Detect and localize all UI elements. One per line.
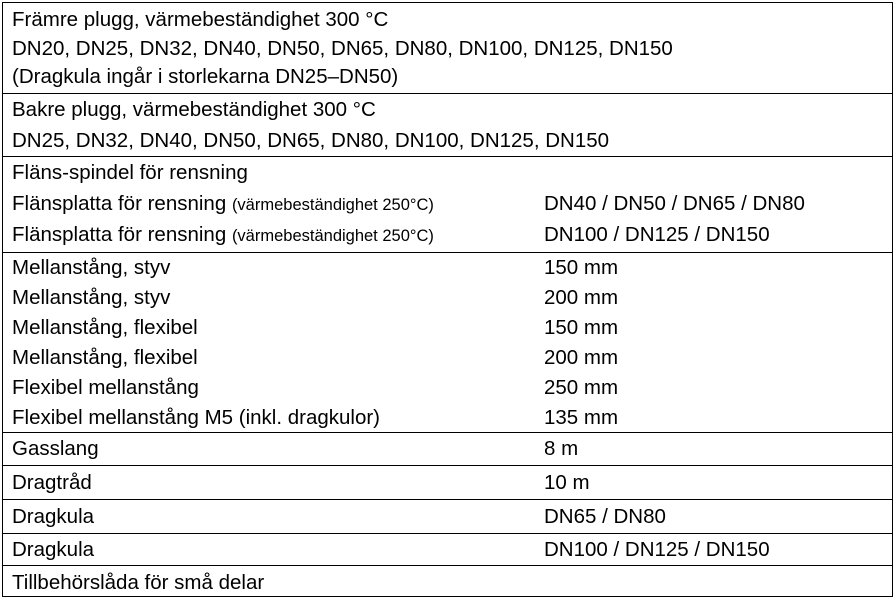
rod-label: Mellanstång, styv xyxy=(12,256,171,279)
rod-value: 200 mm xyxy=(544,346,619,369)
pull-ball-label: Dragkula xyxy=(12,538,95,561)
section-rods xyxy=(3,252,892,433)
section-flange-spindle xyxy=(3,156,892,253)
rod-label: Flexibel mellanstång xyxy=(12,376,199,399)
flange-spindle-title: Fläns-spindel för rensning xyxy=(12,161,248,184)
pull-wire-value: 10 m xyxy=(544,471,590,494)
section-pull-wire xyxy=(3,465,892,500)
front-plug-title: Främre plugg, värmebeständighet 300 °C xyxy=(12,8,389,31)
flange-plate-row-2-label xyxy=(12,223,434,248)
front-plug-sizes: DN20, DN25, DN32, DN40, DN50, DN65, DN80, DN100, DN125, DN150 xyxy=(12,37,673,60)
rod-label: Mellanstång, styv xyxy=(12,286,171,309)
gas-hose-value: 8 m xyxy=(544,437,579,460)
section-rear-plug xyxy=(3,93,892,157)
rear-plug-title: Bakre plugg, värmebeständighet 300 °C xyxy=(12,98,376,121)
rod-value: 250 mm xyxy=(544,376,619,399)
pull-ball-value: DN65 / DN80 xyxy=(544,505,666,528)
section-front-plug xyxy=(3,3,892,93)
rod-value: 135 mm xyxy=(544,406,619,429)
accessory-box-label: Tillbehörslåda för små delar xyxy=(12,571,265,594)
pull-wire-label: Dragtråd xyxy=(12,471,92,494)
accessories-table xyxy=(2,2,893,597)
rod-label: Mellanstång, flexibel xyxy=(12,346,198,369)
flange-plate-row-2-value: DN100 / DN125 / DN150 xyxy=(544,223,770,246)
flange-plate-heat-note: (värmebeständighet 250°C) xyxy=(231,227,434,245)
gas-hose-label: Gasslang xyxy=(12,437,99,460)
section-accessory-box xyxy=(3,565,892,599)
section-pull-ball-1 xyxy=(3,499,892,534)
section-pull-ball-2 xyxy=(3,533,892,566)
rod-value: 200 mm xyxy=(544,286,619,309)
pull-ball-value: DN100 / DN125 / DN150 xyxy=(544,538,770,561)
rod-value: 150 mm xyxy=(544,256,619,279)
rod-value: 150 mm xyxy=(544,316,619,339)
rod-label: Mellanstång, flexibel xyxy=(12,316,198,339)
pull-ball-label: Dragkula xyxy=(12,505,95,528)
flange-plate-heat-note: (värmebeständighet 250°C) xyxy=(231,196,434,214)
rod-label: Flexibel mellanstång M5 (inkl. dragkulor) xyxy=(12,406,381,429)
flange-plate-row-1-label xyxy=(12,192,434,217)
section-gas-hose xyxy=(3,432,892,466)
flange-plate-label: Flänsplatta för rensning xyxy=(12,192,227,215)
flange-plate-row-1-value: DN40 / DN50 / DN65 / DN80 xyxy=(544,192,805,215)
flange-plate-label: Flänsplatta för rensning xyxy=(12,223,227,246)
rear-plug-sizes: DN25, DN32, DN40, DN50, DN65, DN80, DN100, DN125, DN150 xyxy=(12,129,610,152)
front-plug-note: (Dragkula ingår i storlekarna DN25–DN50) xyxy=(12,65,399,88)
